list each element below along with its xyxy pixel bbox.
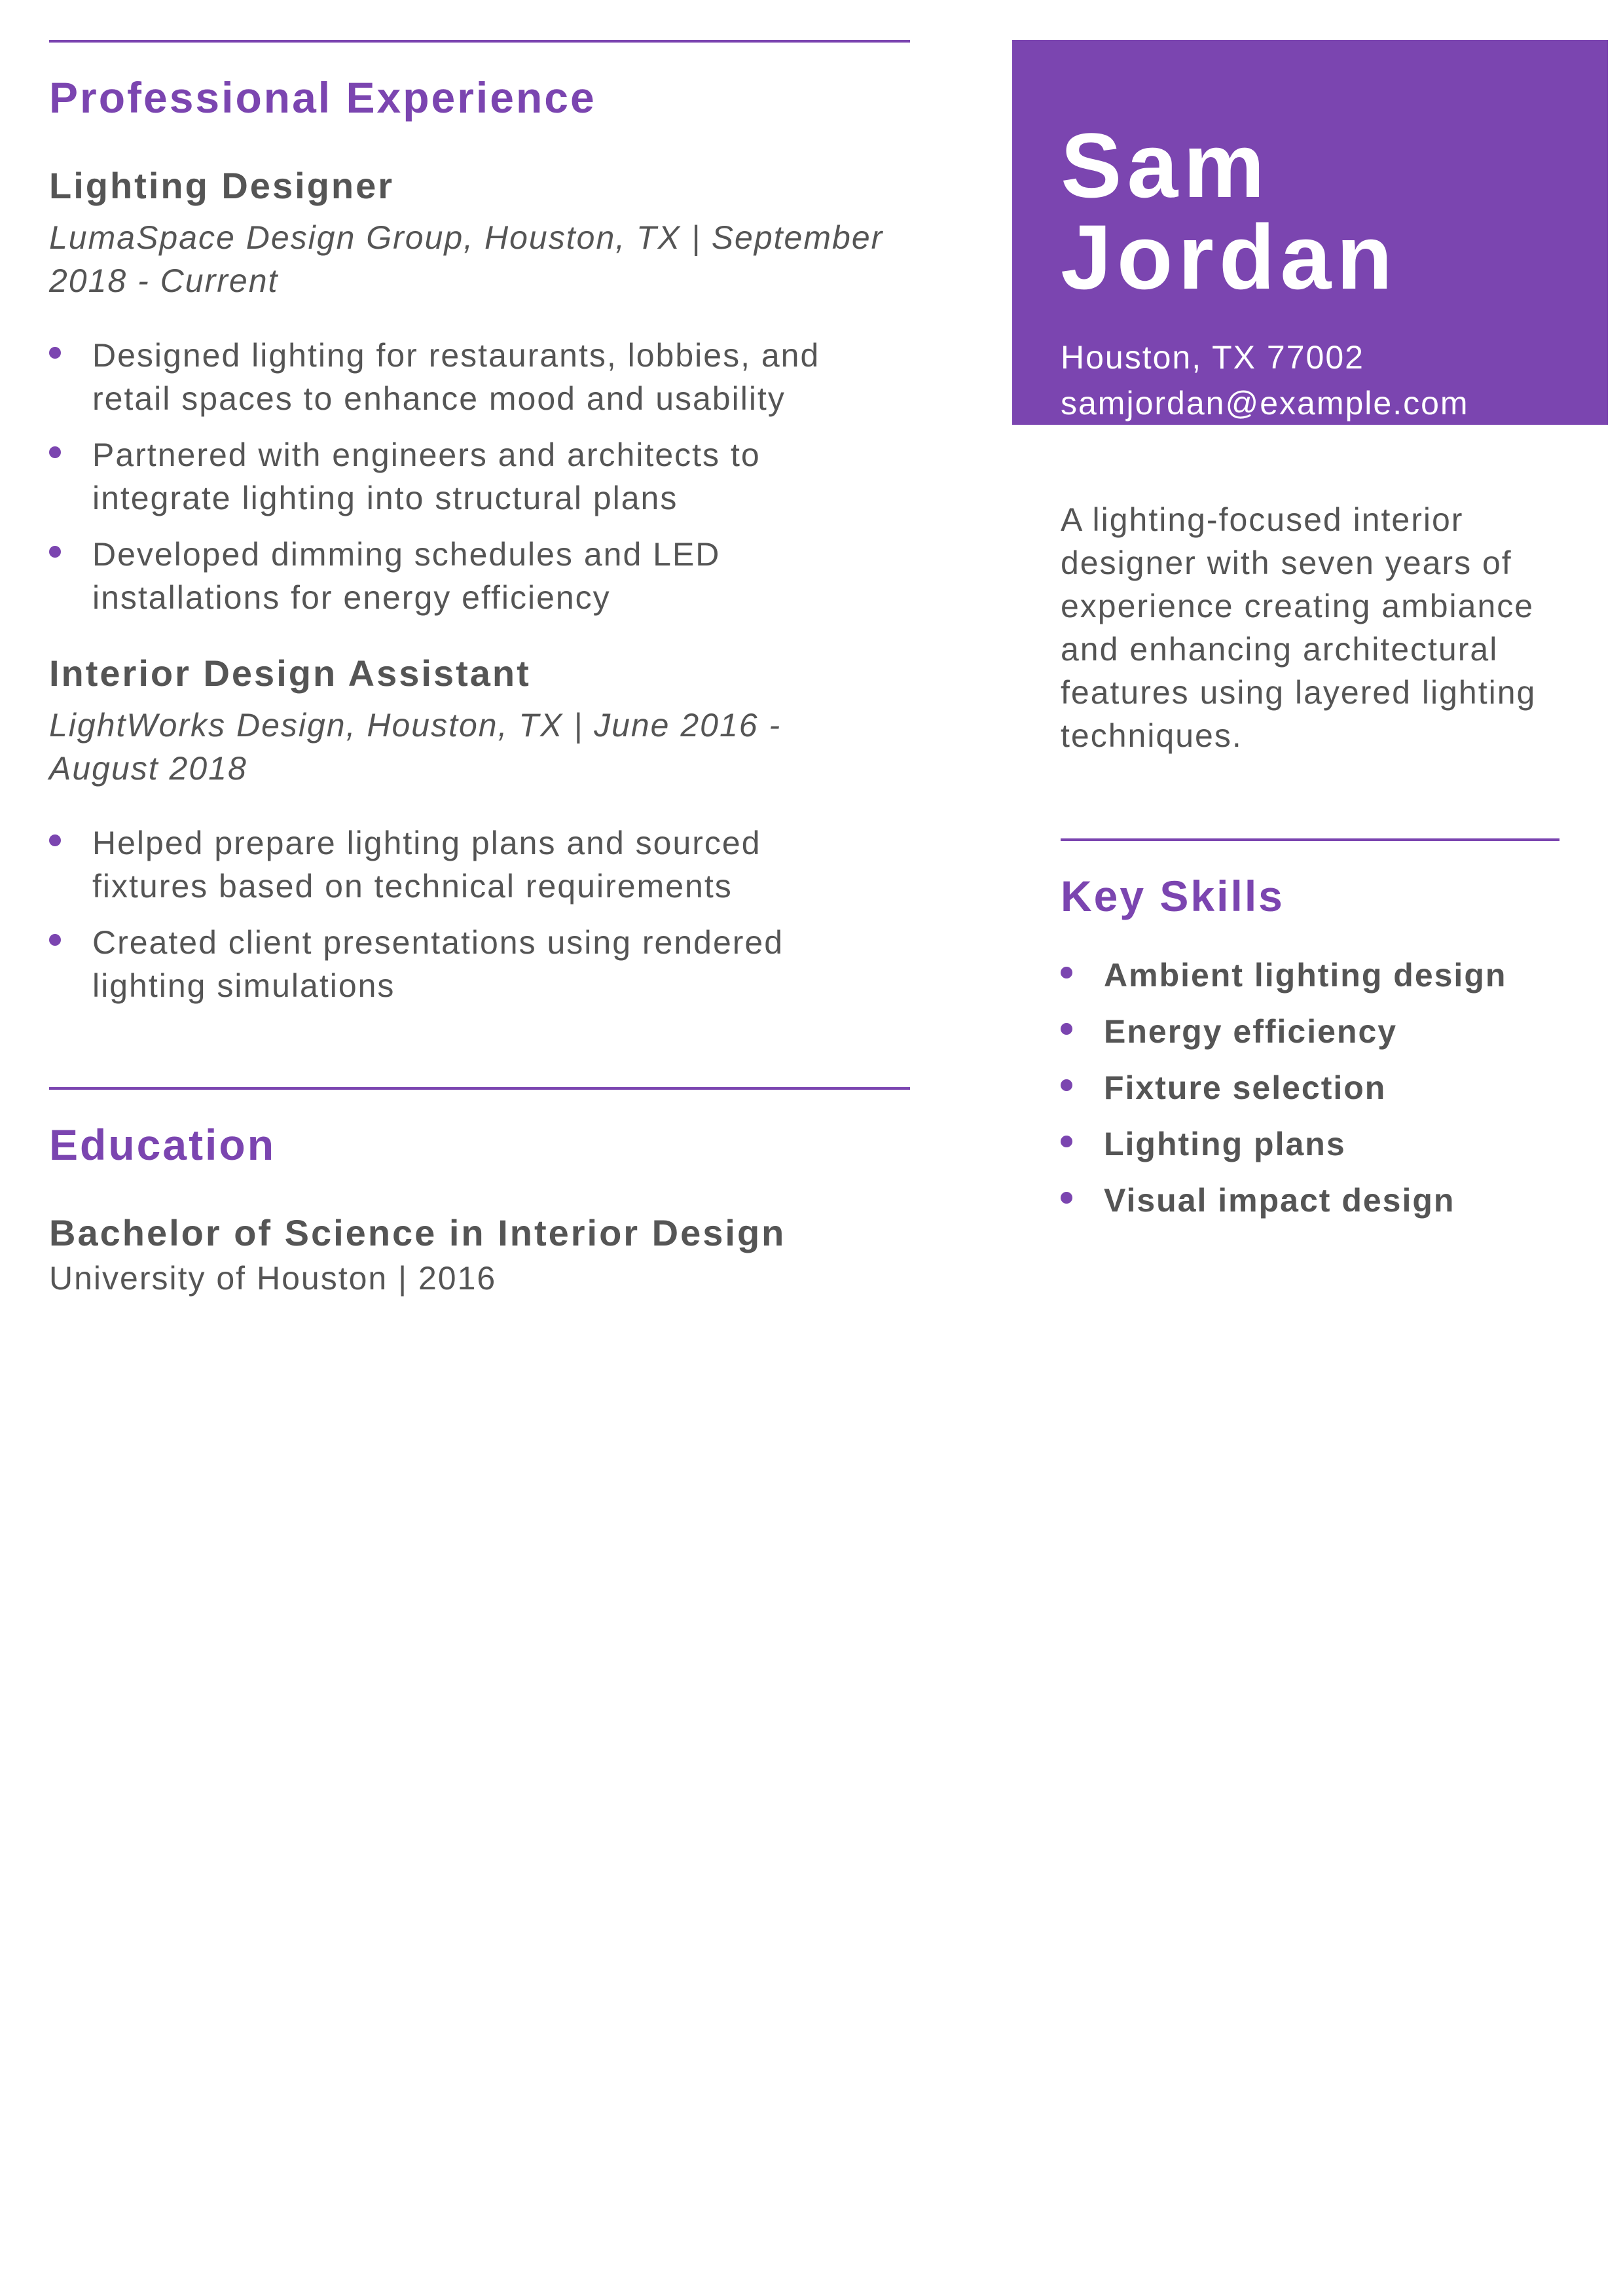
bullet-dot (49, 934, 61, 946)
list-item: Created client presentations using rendered lighting simulations (49, 921, 910, 1007)
bullet-dot (1061, 1136, 1072, 1147)
job-entry (49, 164, 910, 619)
job-bullets (49, 334, 910, 619)
address: Houston, TX 77002 (1061, 339, 1364, 376)
last-name: Jordan (1061, 206, 1398, 308)
list-item: Developed dimming schedules and LED installations for energy efficiency (49, 533, 910, 619)
skills-divider (1061, 838, 1559, 841)
education-heading: Education (49, 1121, 276, 1169)
skills-list (1061, 954, 1559, 1222)
job-title: Interior Design Assistant (49, 653, 531, 694)
summary-block (1012, 498, 1608, 1222)
name-header-box (1012, 40, 1608, 467)
list-item: Lighting plans (1061, 1122, 1559, 1166)
school-line: University of Houston | 2016 (49, 1260, 497, 1297)
left-column (49, 40, 910, 1300)
skills-heading: Key Skills (1061, 872, 1285, 920)
job-bullets (49, 821, 910, 1007)
right-column (1012, 40, 1608, 1222)
summary-text: A lighting-focused interior designer with seven years of experience creating ambiance and enhancing architectural features using layered lighting techniques. (1061, 501, 1537, 754)
list-item: Visual impact design (1061, 1179, 1559, 1222)
bullet-dot (1061, 1192, 1072, 1204)
bullet-dot (49, 347, 61, 359)
list-item: Energy efficiency (1061, 1010, 1559, 1053)
list-item: Designed lighting for restaurants, lobbies, and retail spaces to enhance mood and usability (49, 334, 910, 420)
job-meta: LumaSpace Design Group, Houston, TX | September 2018 - Current (49, 219, 884, 299)
list-item: Fixture selection (1061, 1066, 1559, 1109)
first-name: Sam (1061, 114, 1270, 217)
job-title: Lighting Designer (49, 165, 394, 206)
experience-heading: Professional Experience (49, 73, 596, 122)
degree-title: Bachelor of Science in Interior Design (49, 1212, 786, 1253)
bullet-dot (1061, 1079, 1072, 1091)
education-divider (49, 1087, 910, 1090)
bullet-dot (49, 834, 61, 846)
bullet-dot (1061, 967, 1072, 978)
job-entry (49, 652, 910, 1007)
list-item: Partnered with engineers and architects to integrate lighting into structural plans (49, 433, 910, 520)
phone: (000) 000-0000 (1061, 431, 1303, 467)
bullet-dot (1061, 1023, 1072, 1035)
bullet-dot (49, 546, 61, 558)
list-item: Helped prepare lighting plans and sourced fixtures based on technical requirements (49, 821, 910, 908)
bullet-dot (49, 446, 61, 458)
experience-divider (49, 40, 910, 43)
email: samjordan@example.com (1061, 385, 1469, 422)
list-item: Ambient lighting design (1061, 954, 1559, 997)
job-meta: LightWorks Design, Houston, TX | June 2016 - August 2018 (49, 707, 782, 787)
